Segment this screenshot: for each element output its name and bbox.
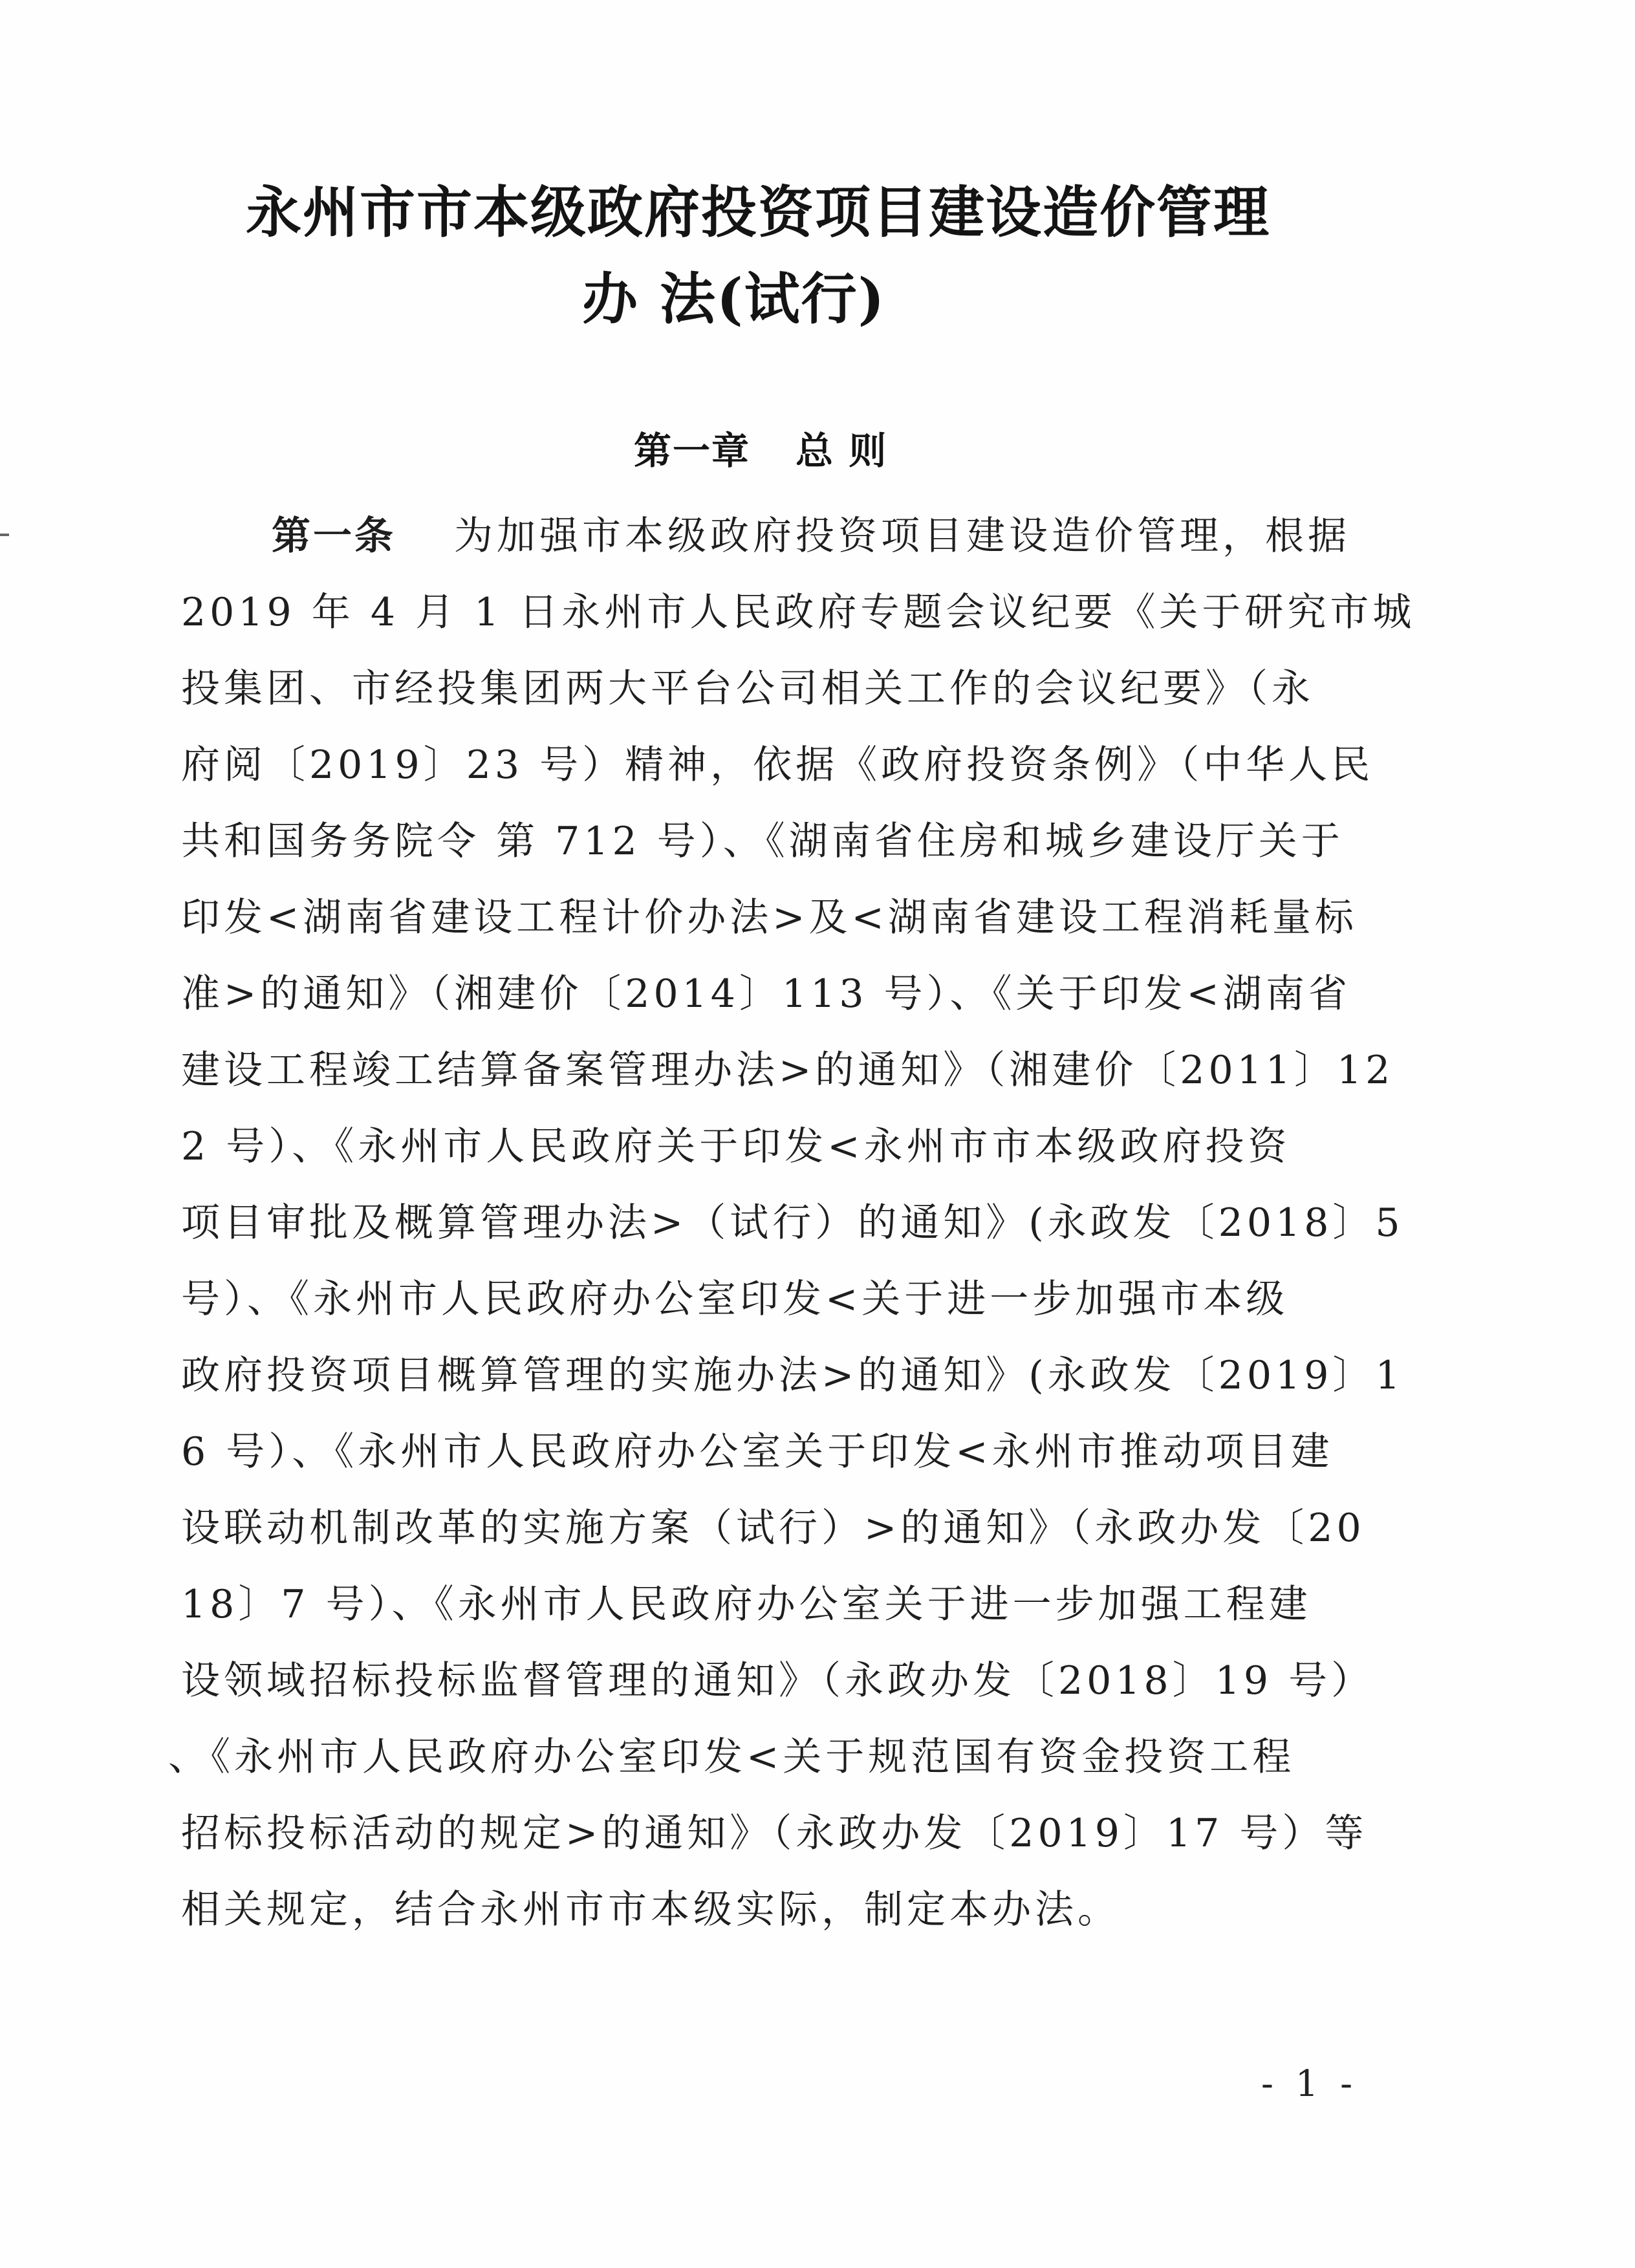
article-line: 政府投资项目概算管理的实施办法>的通知》(永政发〔2019〕1	[181, 1353, 1404, 1398]
chapter-heading	[634, 420, 887, 475]
article-line: 设联动机制改革的实施方案（试行）>的通知》（永政办发〔20	[181, 1506, 1365, 1551]
article-line: 共和国务务院令 第 712 号）、《湖南省住房和城乡建设厅关于	[181, 819, 1344, 864]
page-number: - 1 -	[1261, 2063, 1358, 2105]
article-line: 设领域招标投标监督管理的通知》（永政办发〔2018〕19 号）	[181, 1658, 1374, 1703]
margin-mark	[0, 534, 9, 536]
article-line: 府阅〔2019〕23 号）精神，依据《政府投资条例》（中华人民	[181, 742, 1374, 788]
article-line: 2019 年 4 月 1 日永州市人民政府专题会议纪要《关于研究市城	[181, 590, 1416, 635]
article-line: 投集团、市经投集团两大平台公司相关工作的会议纪要》（永	[181, 666, 1314, 711]
article-line: 18〕7 号）、《永州市人民政府办公室关于进一步加强工程建	[181, 1582, 1312, 1627]
article-label: 第一条	[272, 513, 396, 559]
article-line: 相关规定，结合永州市市本级实际，制定本办法。	[181, 1887, 1120, 1932]
chapter-name: 总 则	[796, 429, 888, 473]
article-line: 招标投标活动的规定>的通知》（永政办发〔2019〕17 号）等	[181, 1811, 1368, 1856]
article-line: 准>的通知》（湘建价〔2014〕113 号）、《关于印发<湖南省	[181, 971, 1351, 1017]
article-line: 印发<湖南省建设工程计价办法>及<湖南省建设工程消耗量标	[181, 895, 1358, 940]
chapter-number: 第一章	[634, 429, 751, 473]
article-line	[272, 498, 1350, 574]
document-title-line-2: 办 法(试行)	[582, 266, 886, 332]
article-line: 、《永州市人民政府办公室印发<关于规范国有资金投资工程	[168, 1734, 1295, 1780]
article-text: 为加强市本级政府投资项目建设造价管理，根据	[454, 513, 1350, 559]
article-line: 建设工程竣工结算备案管理办法>的通知》（湘建价〔2011〕12	[181, 1048, 1394, 1093]
article-line: 6 号）、《永州市人民政府办公室关于印发<永州市推动项目建	[181, 1429, 1334, 1474]
document-title-line-1: 永州市市本级政府投资项目建设造价管理	[246, 180, 1270, 245]
article-line: 2 号）、《永州市人民政府关于印发<永州市市本级政府投资	[181, 1124, 1291, 1169]
article-line: 号）、《永州市人民政府办公室印发<关于进一步加强市本级	[181, 1277, 1289, 1322]
article-line: 项目审批及概算管理办法>（试行）的通知》(永政发〔2018〕5	[181, 1200, 1404, 1246]
